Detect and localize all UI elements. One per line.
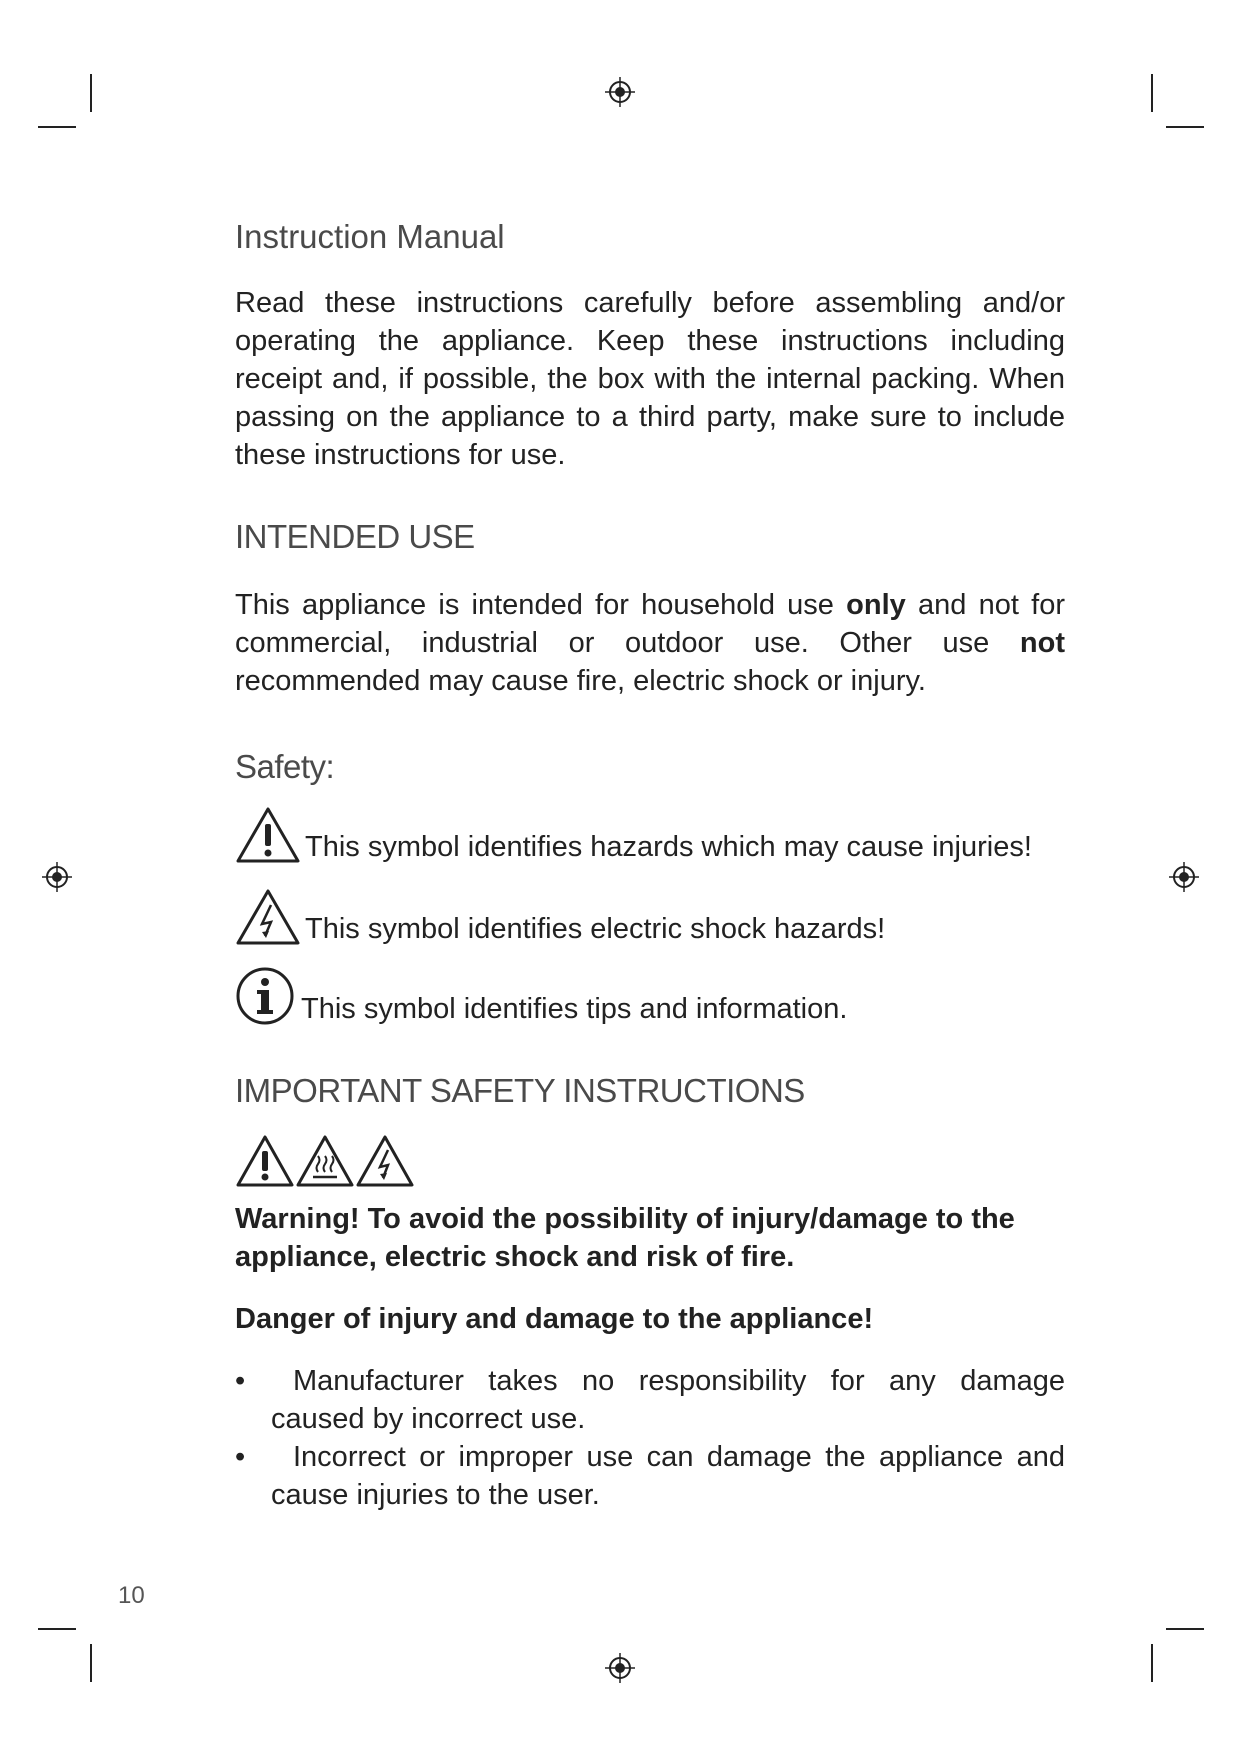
intended-use-text: and not for commercial, industrial or outdoor use. Other use (235, 589, 1065, 659)
symbol-row (235, 806, 1065, 864)
electric-shock-icon (355, 1134, 415, 1188)
list-item (235, 1362, 1065, 1438)
important-safety-heading: IMPORTANT SAFETY INSTRUCTIONS (235, 1072, 805, 1109)
bullet-icon: • (235, 1441, 246, 1473)
manual-content (235, 218, 1065, 1514)
intended-use-heading: INTENDED USE (235, 518, 475, 555)
warning-text: Warning! To avoid the possibility of injury/damage to the appliance, electric shock and risk of fire. (235, 1203, 1015, 1273)
info-icon (235, 966, 295, 1026)
page-number: 10 (118, 1582, 145, 1609)
crop-mark (38, 126, 76, 128)
symbol-row (235, 966, 1065, 1026)
crop-mark (90, 1644, 92, 1682)
registration-mark-icon (1169, 862, 1199, 892)
crop-mark (1166, 1628, 1204, 1630)
symbol-row (235, 888, 1065, 946)
registration-mark-icon (605, 1653, 635, 1683)
crop-mark (1151, 1644, 1153, 1682)
registration-mark-icon (605, 77, 635, 107)
safety-heading: Safety: (235, 748, 335, 785)
symbol-description: This symbol identifies electric shock hazards! (305, 913, 886, 945)
warning-triangle-icon (235, 806, 301, 864)
electric-shock-icon (235, 888, 301, 946)
safety-bullet-list (235, 1362, 1065, 1514)
warning-triangle-icon (235, 1134, 295, 1188)
intended-use-text: This appliance is intended for household use (235, 589, 847, 621)
crop-mark (1166, 126, 1204, 128)
bullet-icon: • (235, 1365, 246, 1397)
page-title: Instruction Manual (235, 218, 505, 255)
list-item-text: Incorrect or improper use can damage the appliance and cause injuries to the user. (271, 1441, 1065, 1511)
intro-paragraph: Read these instructions carefully before assembling and/or operating the appliance. Keep these instructions including receipt and, if possible, the box with the internal packing. When passing on the appliance to a third party, make sure to include these instructions for use. (235, 287, 1065, 471)
intended-use-text: recommended may cause fire, electric shock or injury. (235, 665, 926, 697)
intended-use-paragraph (235, 586, 1065, 700)
hot-surface-icon (295, 1134, 355, 1188)
crop-mark (1151, 74, 1153, 112)
intended-use-emphasis: not (1019, 627, 1065, 659)
intended-use-emphasis: only (846, 589, 906, 621)
hazard-icons (235, 1134, 1065, 1188)
list-item (235, 1438, 1065, 1514)
danger-heading: Danger of injury and damage to the appliance! (235, 1303, 874, 1335)
registration-mark-icon (42, 862, 72, 892)
crop-mark (90, 74, 92, 112)
crop-mark (38, 1628, 76, 1630)
symbol-description: This symbol identifies hazards which may cause injuries! (305, 831, 1032, 863)
list-item-text: Manufacturer takes no responsibility for any damage caused by incorrect use. (271, 1365, 1065, 1435)
symbol-description: This symbol identifies tips and information. (301, 993, 848, 1025)
